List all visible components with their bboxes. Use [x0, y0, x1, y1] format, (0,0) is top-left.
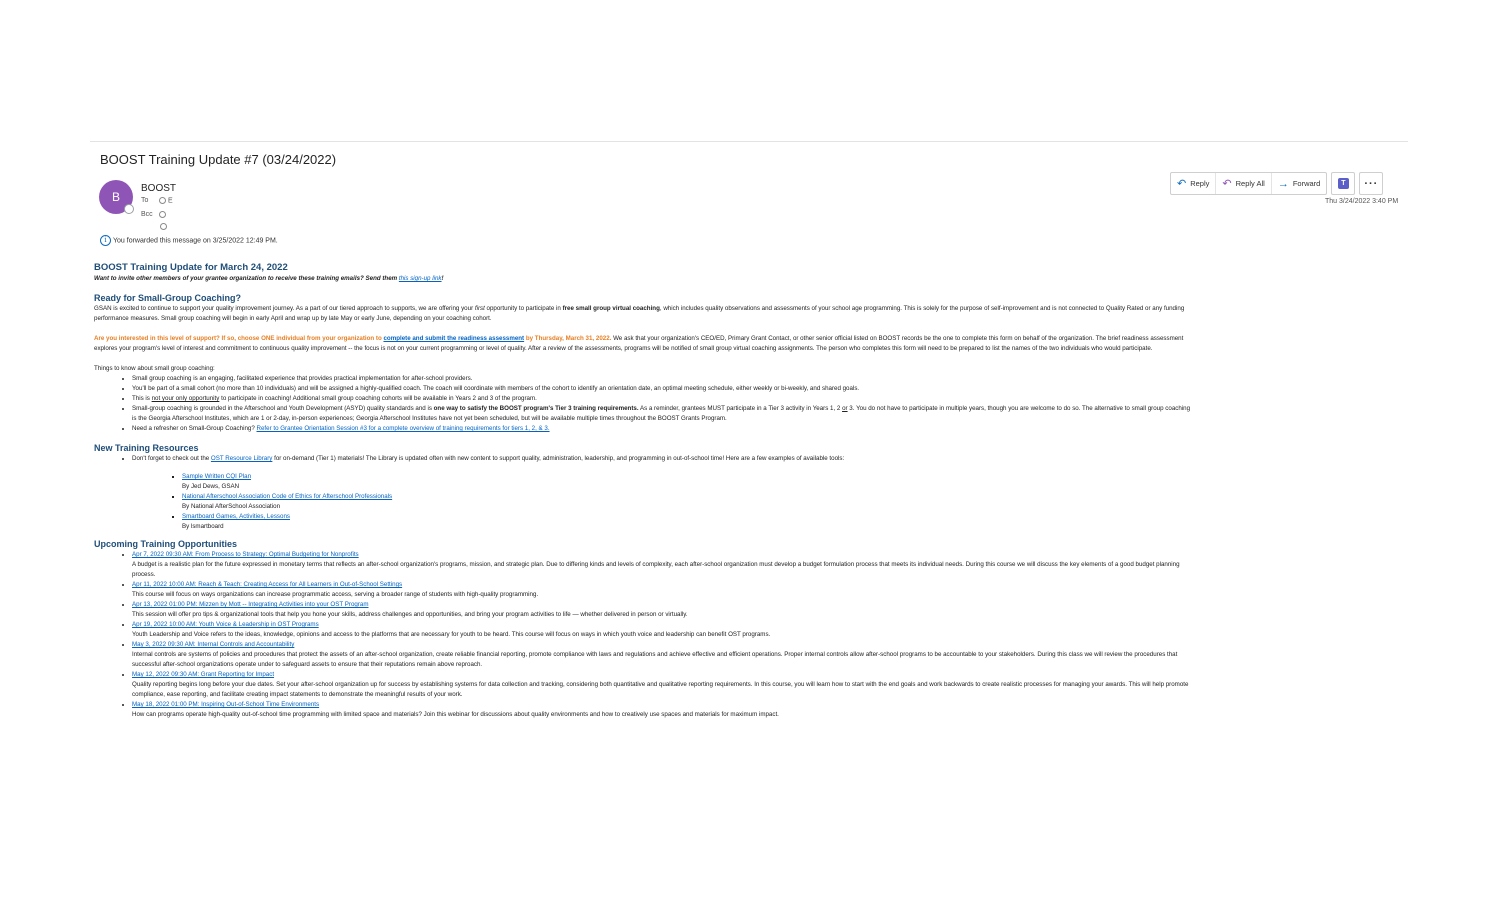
- ost-resource-library-link[interactable]: OST Resource Library: [210, 455, 273, 462]
- training-item: • Apr 13, 2022 01:00 PM: Mizzen by Mott -- Integrating Activities into your OST Program This session will offer pro tips & organizational tools that help you hone your skills, address challenges and opportunities, and bring your program activities to life — whether delivered in person or virtually.: [132, 600, 1194, 620]
- reply-all-icon: ↶: [1222, 178, 1232, 190]
- more-icon: ···: [1364, 177, 1379, 190]
- teams-button[interactable]: [1331, 172, 1355, 195]
- list-item: • Small-group coaching is grounded in the Afterschool and Youth Development (ASYD) quality standards and is one way to satisfy the BOOST program's Tier 3 training requirements. As a reminder, grantees MUST participate in a Tier 3 activity in Years 1, 2 or 3. You do not have to participate in multiple years, though you are welcome to do so. The alternative to small group coaching is the Georgia Afterschool Institutes, which are 1 or 2-day, in-person experiences; Georgia Afterschool Institutes have not yet been scheduled, but will be available multiple times throughout the BOOST Grants Program.: [132, 404, 1194, 424]
- to-label: To: [141, 197, 149, 205]
- upcoming-list: [94, 550, 1194, 720]
- list-item: • Need a refresher on Small-Group Coaching? Refer to Grantee Orientation Session #3 for a complete overview of training requirements for tiers 1, 2, & 3.: [132, 424, 1194, 434]
- info-icon: i: [100, 235, 111, 246]
- coaching-paragraph-1: GSAN is excited to continue to support your quality improvement journey. As a part of our tiered approach to supports, we are offering your first opportunity to participate in free small group virtual coaching, which includes quality observations and assessments of your school age programming. This is solely for the purpose of self-improvement and is not connected to Quality Rated or any funding performance measures. Small group coaching will begin in early April and wrap up by late May or early June, depending on your coaching cohort.: [94, 305, 1185, 322]
- to-recipient[interactable]: E: [167, 197, 173, 205]
- message-date: Thu 3/24/2022 3:40 PM: [1325, 198, 1399, 205]
- training-link[interactable]: Apr 7, 2022 09:30 AM: From Process to Strategy: Optimal Budgeting for Nonprofits: [132, 551, 359, 558]
- email-subject: BOOST Training Update #7 (03/24/2022): [100, 152, 337, 167]
- orientation-session-link[interactable]: Refer to Grantee Orientation Session #3 for a complete overview of training requirements for tiers 1, 2, & 3.: [256, 425, 550, 432]
- training-item: • May 12, 2022 09:30 AM: Grant Reporting for Impact Quality reporting begins long before your due dates. Set your after-school organization up for success by establishing systems for data collection and tracking, considering both quantitative and qualitative reporting requirements. In this course, you will learn how to start with the end goals and work backwards to create realistic processes for managing your awards. This will help promote compliance, ease reporting, and facilitate creating impact statements to demonstrate the meaningful results of your work.: [132, 670, 1194, 700]
- readiness-assessment-link[interactable]: complete and submit the readiness assessment: [383, 335, 525, 342]
- coaching-paragraph-2: Are you interested in this level of support? If so, choose ONE individual from your organization to complete and submit the readiness assessment by Thursday, March 31, 2022. We ask that your organization's CEO/ED, Primary Grant Contact, or other senior official listed on BOOST records be the one to complete this form on behalf of the organization. The brief readiness assessment explores your program's level of interest and commitment to continuous quality improvement -- the focus is not on your current programming or level of quality. After a review of the assessments, programs will be notified of small group virtual coaching assignments. The person who completes this form will need to be prepared to list the names of the two individuals who would participate.: [94, 335, 1184, 352]
- section-heading-resources: New Training Resources: [94, 443, 199, 453]
- reply-all-label: Reply All: [1235, 179, 1265, 188]
- training-item: • Apr 11, 2022 10:00 AM: Reach & Teach: Creating Access for All Learners in Out-of-School Settings This course will focus on ways organizations can increase programmatic access, serving a broader range of students with high-quality programming.: [132, 580, 1194, 600]
- training-link[interactable]: May 12, 2022 09:30 AM: Grant Reporting for Impact: [132, 671, 275, 678]
- resource-link[interactable]: Sample Written CQI Plan: [182, 473, 252, 480]
- recipient-status-icon: [159, 197, 166, 204]
- reply-button[interactable]: [1171, 173, 1216, 194]
- presence-indicator: [124, 204, 134, 214]
- list-item: • This is not your only opportunity to participate in coaching! Additional small group coaching cohorts will be available in Years 2 and 3 of the program.: [132, 394, 1194, 404]
- training-item: • Apr 19, 2022 10:00 AM: Youth Voice & Leadership in OST Programs Youth Leadership and Voice refers to the ideas, knowledge, opinions and access to the platforms that are necessary for youth to be heard. This course will focus on ways in which youth voice and leadership can benefit OST programs.: [132, 620, 1194, 640]
- message-body: [94, 262, 1194, 720]
- training-link[interactable]: Apr 19, 2022 10:00 AM: Youth Voice & Leadership in OST Programs: [132, 621, 319, 628]
- body-subtitle: Want to invite other members of your grantee organization to receive these training emails? Send them this sign-up link!: [94, 275, 444, 282]
- coaching-list: [94, 374, 1194, 434]
- things-to-know: Things to know about small group coaching:: [94, 365, 215, 372]
- resource-examples-list: [94, 472, 1194, 532]
- training-item: • May 3, 2022 09:30 AM: Internal Controls and Accountability Internal controls are systems of policies and procedures that protect the assets of an after-school organization, create reliable financial reporting, promote compliance with laws and regulations and achieve effective and efficient operations. Proper internal controls allow after-school programs to be accountable to your stakeholders. During this class we will review the procedures that successful after-school organizations operate under to safeguard assets to ensure that their reputations remain above reproach.: [132, 640, 1194, 670]
- training-link[interactable]: May 18, 2022 01:00 PM: Inspiring Out-of-School Time Environments: [132, 701, 320, 708]
- training-link[interactable]: Apr 13, 2022 01:00 PM: Mizzen by Mott -- Integrating Activities into your OST Program: [132, 601, 369, 608]
- sign-up-link[interactable]: this sign-up link: [398, 275, 442, 282]
- recipient-status-icon: [160, 223, 167, 230]
- resources-list: [94, 454, 1194, 464]
- reply-label: Reply: [1190, 179, 1210, 188]
- training-link[interactable]: May 3, 2022 09:30 AM: Internal Controls and Accountability: [132, 641, 295, 648]
- training-link[interactable]: Apr 11, 2022 10:00 AM: Reach & Teach: Creating Access for All Learners in Out-of-School Settings: [132, 581, 403, 588]
- bcc-label: Bcc: [141, 211, 153, 219]
- forward-button[interactable]: [1272, 173, 1327, 194]
- reply-button-group: [1170, 172, 1327, 195]
- resource-item: ▪ Smartboard Games, Activities, Lessons By lsmartboard: [182, 512, 1194, 532]
- list-item: • Don't forget to check out the OST Resource Library for on-demand (Tier 1) materials! The Library is updated often with new content to support quality, administration, leadership, and programming in out-of-school time! Here are a few examples of available tools:: [132, 454, 1194, 464]
- resource-item: ▪ National Afterschool Association Code of Ethics for Afterschool Professionals By National AfterSchool Association: [182, 492, 1194, 512]
- sender-name[interactable]: BOOST: [141, 183, 177, 194]
- resource-item: ▪ Sample Written CQI Plan By Jed Dews, GSAN: [182, 472, 1194, 492]
- forward-label: Forward: [1292, 179, 1321, 188]
- training-item: • Apr 7, 2022 09:30 AM: From Process to Strategy: Optimal Budgeting for Nonprofits A budget is a realistic plan for the future expressed in monetary terms that reflects an after-school organization's programs, mission, and strategic plan. Due to differing kinds and levels of complexity, each after-school organization must develop a budget formulation process that meets its individual needs. During this course we will discuss the key elements of a good budget planning process.: [132, 550, 1194, 580]
- list-item: • Small group coaching is an engaging, facilitated experience that provides practical implementation for after-school providers.: [132, 374, 1194, 384]
- sender-avatar[interactable]: B: [99, 180, 133, 214]
- message-actions: [1170, 172, 1383, 195]
- reply-all-button[interactable]: [1216, 173, 1271, 194]
- training-item: • May 18, 2022 01:00 PM: Inspiring Out-of-School Time Environments How can programs operate high-quality out-of-school time programming with limited space and materials? Join this webinar for discussions about quality environments and how to creatively use spaces and materials for maximum impact.: [132, 700, 1194, 720]
- teams-icon: T: [1338, 178, 1349, 189]
- resource-link[interactable]: Smartboard Games, Activities, Lessons: [182, 513, 290, 520]
- forward-icon: →: [1277, 177, 1289, 190]
- resource-link[interactable]: National Afterschool Association Code of Ethics for Afterschool Professionals: [182, 493, 393, 500]
- reply-icon: ↶: [1177, 178, 1187, 190]
- body-title: BOOST Training Update for March 24, 2022: [94, 262, 288, 273]
- forward-info-text: You forwarded this message on 3/25/2022 12:49 PM.: [113, 237, 278, 245]
- bcc-line: [141, 211, 166, 218]
- to-line: [141, 197, 173, 204]
- list-item: • You'll be part of a small cohort (no more than 10 individuals) and will be assigned a highly-qualified coach. The coach will coordinate with members of the cohort to identify an orientation date, an optimal meeting schedule, either weekly or bi-weekly, and shared goals.: [132, 384, 1194, 394]
- section-heading-coaching: Ready for Small-Group Coaching?: [94, 293, 242, 303]
- header-divider: [90, 141, 1408, 142]
- forward-info: [100, 235, 278, 246]
- recipient-status-icon: [159, 211, 166, 218]
- more-actions-button[interactable]: [1359, 172, 1383, 195]
- section-heading-upcoming: Upcoming Training Opportunities: [94, 539, 237, 549]
